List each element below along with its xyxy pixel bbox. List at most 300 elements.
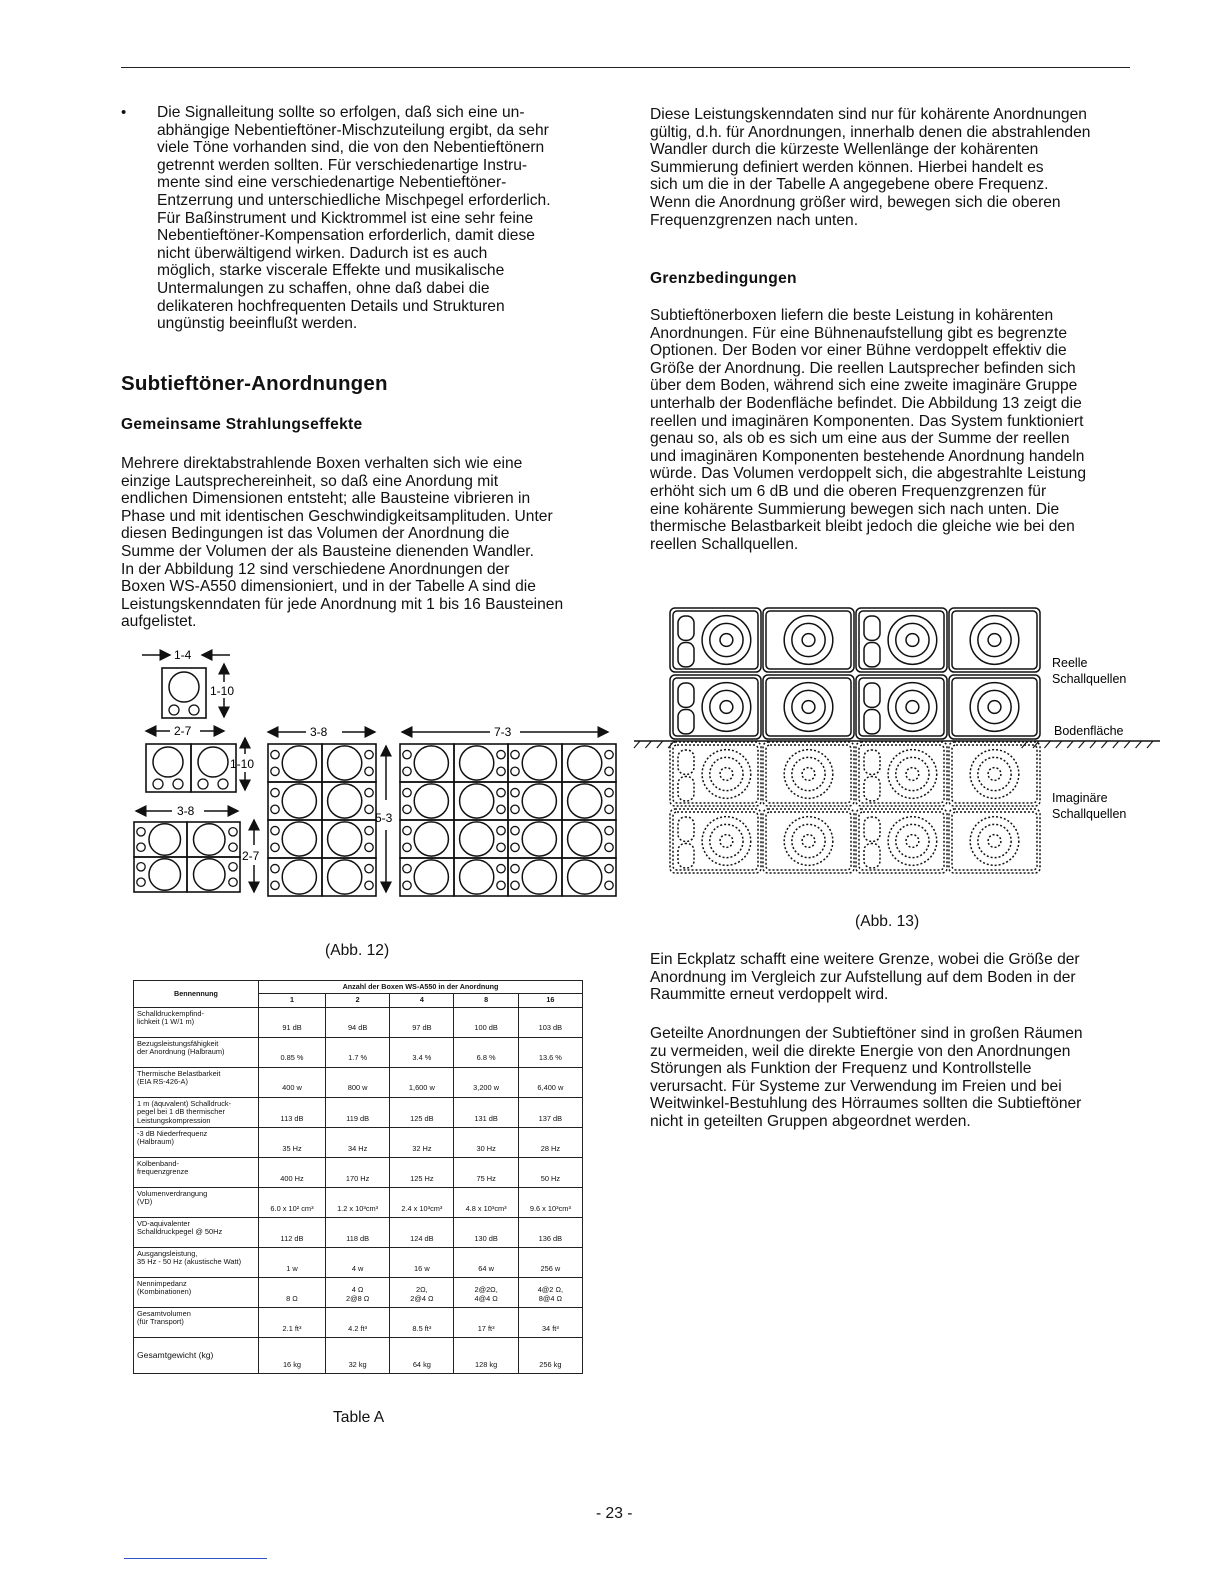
table-cell: 137 dB bbox=[518, 1097, 582, 1127]
port-icon bbox=[403, 864, 411, 872]
table-cell: 4.2 ft³ bbox=[325, 1308, 389, 1338]
woofer-cone-icon bbox=[710, 757, 743, 790]
text-line: abhängige Nebentieftöner-Mischzuteilung ergibt, da sehr bbox=[157, 121, 549, 139]
port-icon bbox=[678, 750, 694, 774]
port-icon bbox=[271, 843, 279, 851]
woofer-cone-icon bbox=[978, 623, 1011, 656]
row-label-line: Nennimpedanz bbox=[137, 1279, 187, 1289]
speaker-box bbox=[949, 809, 1040, 873]
text-line: zu vermeiden, weil die direkte Energie von den Anordnungen bbox=[650, 1042, 1071, 1060]
figure-13-caption: (Abb. 13) bbox=[855, 913, 920, 930]
speaker-box bbox=[400, 820, 454, 858]
port-icon bbox=[511, 826, 519, 834]
table-row bbox=[134, 1338, 583, 1374]
port-icon bbox=[605, 826, 613, 834]
table-cell: 34 Hz bbox=[325, 1128, 389, 1158]
figure-12-caption: (Abb. 12) bbox=[325, 942, 390, 959]
speaker-box-inner bbox=[952, 611, 1037, 669]
text-line: endlichen Dimensionen entsteht; alle Bausteine vibrieren in bbox=[121, 490, 531, 508]
speaker-box bbox=[508, 820, 562, 858]
port-icon bbox=[605, 843, 613, 851]
table-cell: 64 w bbox=[454, 1248, 518, 1278]
speaker-box bbox=[268, 820, 322, 858]
row-label-line: Kolbenband- bbox=[137, 1159, 179, 1169]
woofer-dustcap-icon bbox=[988, 835, 1001, 848]
table-cell: 97 dB bbox=[390, 1007, 454, 1037]
text-line: reellen Schallquellen. bbox=[650, 535, 799, 553]
speaker-box-inner bbox=[952, 745, 1037, 803]
port-icon bbox=[864, 750, 880, 774]
label-floor: Bodenfläche bbox=[1054, 724, 1124, 738]
speaker-box bbox=[763, 675, 854, 739]
text-line: getrennt werden sollten. Für verschiedenartige Instru- bbox=[157, 156, 528, 174]
row-label-line: Volumenverdrangung bbox=[137, 1189, 208, 1199]
row-label-line: 1 m (äquvalent) Schalldruck- bbox=[137, 1098, 232, 1108]
table-cell: 34 ft³ bbox=[518, 1308, 582, 1338]
text-line: Störungen als Funktion der Frequenz und Kontrollstelle bbox=[650, 1060, 1032, 1078]
woofer-cone-icon bbox=[792, 824, 825, 857]
woofer-dustcap-icon bbox=[802, 701, 815, 714]
text-line: Raummitte erneut verdoppelt wird. bbox=[650, 986, 889, 1004]
woofer-dustcap-icon bbox=[802, 634, 815, 647]
woofer-cone-icon bbox=[792, 757, 825, 790]
table-cell: 3.4 % bbox=[390, 1037, 454, 1067]
table-row bbox=[134, 1097, 583, 1127]
port-icon bbox=[678, 817, 694, 841]
row-label-line: Ausgangsleistung, bbox=[137, 1249, 198, 1259]
speaker-box-inner bbox=[859, 745, 944, 803]
table-cell: 4@2 Ω, 8@4 Ω bbox=[518, 1278, 582, 1308]
port-icon bbox=[864, 643, 880, 667]
woofer-icon bbox=[460, 822, 494, 856]
speaker-box-inner bbox=[766, 678, 851, 736]
table-header-row bbox=[134, 981, 583, 994]
port-icon bbox=[365, 864, 373, 872]
table-cell: 3,200 w bbox=[454, 1067, 518, 1097]
speaker-box bbox=[268, 744, 322, 782]
table-cell: 112 dB bbox=[259, 1218, 326, 1248]
row-label bbox=[134, 1158, 259, 1188]
table-cell: 256 w bbox=[518, 1248, 582, 1278]
port-icon bbox=[497, 805, 505, 813]
port-icon bbox=[229, 843, 237, 851]
table-cell: 125 Hz bbox=[390, 1158, 454, 1188]
port-icon bbox=[864, 683, 880, 707]
row-label-line: Bezugsleistungsfähigkeit bbox=[137, 1038, 219, 1048]
subsection-title: Grenzbedingungen bbox=[650, 270, 797, 287]
table-cell: 32 Hz bbox=[390, 1128, 454, 1158]
text-line: Geteilte Anordnungen der Subtieftöner sind in großen Räumen bbox=[650, 1025, 1083, 1042]
floor-hatch bbox=[1124, 741, 1130, 748]
dim-label: 3-8 bbox=[310, 725, 328, 739]
speaker-box-inner bbox=[952, 812, 1037, 870]
text-line: sich um die in der Tabelle A angegebene obere Frequenz. bbox=[650, 176, 1049, 194]
speaker-box bbox=[562, 820, 616, 858]
port-icon bbox=[497, 767, 505, 775]
table-cell: 136 dB bbox=[518, 1218, 582, 1248]
woofer-icon bbox=[328, 860, 362, 894]
port-icon bbox=[497, 864, 505, 872]
table-cell: 4.8 x 10³cm³ bbox=[454, 1188, 518, 1218]
row-label-line: der Anordnung (Halbraum) bbox=[137, 1047, 225, 1057]
port-icon bbox=[605, 788, 613, 796]
table-cell: 0.85 % bbox=[259, 1037, 326, 1067]
port-icon bbox=[365, 805, 373, 813]
woofer-cone-icon bbox=[710, 623, 743, 656]
bullet-text bbox=[157, 104, 601, 333]
row-label-line: frequenzgrenze bbox=[137, 1167, 189, 1177]
port-icon bbox=[365, 788, 373, 796]
row-label-line: (EIA RS-426-A) bbox=[137, 1077, 188, 1087]
table-cell: 35 Hz bbox=[259, 1128, 326, 1158]
woofer-dustcap-icon bbox=[802, 835, 815, 848]
floor-hatch bbox=[657, 741, 663, 748]
speaker-box bbox=[268, 858, 322, 896]
text-line: ungünstig beeinflußt werden. bbox=[157, 315, 358, 333]
bullet-icon: • bbox=[121, 104, 127, 121]
port-icon bbox=[403, 788, 411, 796]
woofer-icon bbox=[522, 746, 556, 780]
port-icon bbox=[605, 864, 613, 872]
table-row bbox=[134, 1128, 583, 1158]
table-cell: 118 dB bbox=[325, 1218, 389, 1248]
woofer-dustcap-icon bbox=[720, 768, 733, 781]
table-cell: 50 Hz bbox=[518, 1158, 582, 1188]
port-icon bbox=[271, 805, 279, 813]
row-label bbox=[134, 1338, 259, 1374]
table-cell: 2Ω, 2@4 Ω bbox=[390, 1278, 454, 1308]
woofer-icon bbox=[414, 784, 448, 818]
label-imaginary: Imaginäre bbox=[1052, 791, 1108, 805]
paragraph-split bbox=[650, 1025, 1128, 1131]
woofer-cone-icon bbox=[978, 824, 1011, 857]
speaker-box bbox=[400, 858, 454, 896]
row-label-line: VD-aquivalenter bbox=[137, 1219, 190, 1229]
paragraph-validity bbox=[650, 106, 1128, 229]
count-header: 2 bbox=[325, 994, 389, 1007]
row-label bbox=[134, 1037, 259, 1067]
label-imaginary: Schallquellen bbox=[1052, 807, 1127, 821]
woofer-dustcap-icon bbox=[988, 634, 1001, 647]
text-line: genau so, als ob es sich um eine aus der Summe der reellen bbox=[650, 430, 1070, 448]
port-icon bbox=[511, 750, 519, 758]
speaker-box-grid bbox=[134, 668, 616, 896]
woofer-icon bbox=[194, 824, 226, 856]
woofer-icon bbox=[522, 822, 556, 856]
table-cell: 103 dB bbox=[518, 1007, 582, 1037]
port-icon bbox=[365, 826, 373, 834]
woofer-icon bbox=[149, 859, 181, 891]
speaker-box bbox=[562, 858, 616, 896]
speaker-box bbox=[763, 608, 854, 672]
dim-label: 7-3 bbox=[494, 725, 512, 739]
woofer-dustcap-icon bbox=[906, 701, 919, 714]
col-header: Bennennung bbox=[134, 981, 259, 1008]
text-line: aufgelistet. bbox=[121, 613, 197, 631]
speaker-box-inner bbox=[952, 678, 1037, 736]
table-cell: 6.8 % bbox=[454, 1037, 518, 1067]
row-label bbox=[134, 1218, 259, 1248]
port-icon bbox=[403, 767, 411, 775]
speaker-box bbox=[322, 820, 376, 858]
woofer-icon bbox=[568, 746, 602, 780]
text-line: Weitwinkel-Bestuhlung des Hörraumes sollten die Subtieftöner bbox=[650, 1095, 1082, 1113]
floor-hatch bbox=[1147, 741, 1153, 748]
woofer-icon bbox=[328, 784, 362, 818]
table-row bbox=[134, 1158, 583, 1188]
port-icon bbox=[678, 643, 694, 667]
woofer-icon bbox=[282, 746, 316, 780]
floor-hatch bbox=[668, 741, 674, 748]
table-cell: 28 Hz bbox=[518, 1128, 582, 1158]
row-label-line: Leistungskompression bbox=[137, 1115, 211, 1125]
floor-hatch bbox=[1101, 741, 1107, 748]
table-row bbox=[134, 1308, 583, 1338]
woofer-dustcap-icon bbox=[906, 768, 919, 781]
port-icon bbox=[137, 863, 145, 871]
row-label bbox=[134, 1007, 259, 1037]
row-label bbox=[134, 1067, 259, 1097]
speaker-box-inner bbox=[766, 812, 851, 870]
port-icon bbox=[403, 826, 411, 834]
paragraph-arrays bbox=[121, 455, 601, 631]
text-line: eine kohärente Summierung bewegen sich nach unten. Die bbox=[650, 500, 1060, 518]
text-line: würde. Das Volumen verdoppelt sich, die abgestrahlte Leistung bbox=[650, 465, 1087, 483]
table-cell: 9.6 x 10³cm³ bbox=[518, 1188, 582, 1218]
woofer-icon bbox=[568, 860, 602, 894]
port-icon bbox=[403, 805, 411, 813]
table-cell: 130 dB bbox=[454, 1218, 518, 1248]
woofer-cone-icon bbox=[896, 690, 929, 723]
row-label-line: (für Transport) bbox=[137, 1317, 184, 1327]
port-icon bbox=[678, 683, 694, 707]
label-real: Schallquellen bbox=[1052, 672, 1127, 686]
port-icon bbox=[497, 843, 505, 851]
port-icon bbox=[271, 767, 279, 775]
row-label bbox=[134, 1188, 259, 1218]
woofer-cone-icon bbox=[896, 824, 929, 857]
header-rule bbox=[121, 67, 1130, 68]
text-line: Anordnungen. Für eine Bühnenaufstellung gibt es begrenzte bbox=[650, 324, 1068, 342]
table-row bbox=[134, 1248, 583, 1278]
spec-table bbox=[133, 980, 583, 1374]
text-line: und imaginären Komponenten bestehende Anordnung handeln bbox=[650, 447, 1085, 465]
table-cell: 131 dB bbox=[454, 1097, 518, 1127]
woofer-dustcap-icon bbox=[720, 835, 733, 848]
row-label-line: pegel bei 1 dB thermischer bbox=[137, 1107, 225, 1117]
text-line: Entzerrung und unterschiedliche Mischpegel erforderlich. bbox=[157, 191, 551, 209]
text-line: Subtieftönerboxen liefern die beste Leistung in kohärenten bbox=[650, 307, 1054, 324]
text-line: Boxen WS-A550 dimensioniert, und in der Tabelle A sind die bbox=[121, 578, 536, 596]
table-cell: 113 dB bbox=[259, 1097, 326, 1127]
port-icon bbox=[497, 826, 505, 834]
port-icon bbox=[511, 788, 519, 796]
speaker-box bbox=[400, 782, 454, 820]
dim-label: 1-10 bbox=[230, 757, 255, 771]
port-icon bbox=[605, 805, 613, 813]
port-icon bbox=[605, 881, 613, 889]
text-line: einzige Lautsprechereinheit, so daß eine Anordung mit bbox=[121, 472, 499, 490]
row-label-line: 35 Hz - 50 Hz (akustische Watt) bbox=[137, 1257, 242, 1267]
speaker-box-inner bbox=[766, 745, 851, 803]
text-line: Mehrere direktabstrahlende Boxen verhalten sich wie eine bbox=[121, 455, 523, 472]
table-cell: 91 dB bbox=[259, 1007, 326, 1037]
row-label-line: Schalldruckpegel @ 50Hz bbox=[137, 1227, 223, 1237]
speaker-box bbox=[949, 608, 1040, 672]
text-line: Untermalungen zu schaffen, ohne daß dabei die bbox=[157, 279, 490, 297]
port-icon bbox=[403, 750, 411, 758]
woofer-icon bbox=[194, 859, 226, 891]
row-label-line: lichkeit (1 W/1 m) bbox=[137, 1017, 195, 1027]
text-line: Die Signalleitung sollte so erfolgen, daß sich eine un- bbox=[157, 104, 525, 121]
woofer-icon bbox=[328, 746, 362, 780]
table-cell: 1 w bbox=[259, 1248, 326, 1278]
woofer-dustcap-icon bbox=[720, 701, 733, 714]
port-icon bbox=[497, 750, 505, 758]
text-line: In der Abbildung 12 sind verschiedene Anordnungen der bbox=[121, 560, 510, 578]
port-icon bbox=[511, 767, 519, 775]
port-icon bbox=[678, 844, 694, 868]
floor-hatch bbox=[1113, 741, 1119, 748]
woofer-icon bbox=[282, 822, 316, 856]
woofer-icon bbox=[414, 822, 448, 856]
table-row bbox=[134, 1278, 583, 1308]
table-cell: 94 dB bbox=[325, 1007, 389, 1037]
woofer-cone-icon bbox=[792, 623, 825, 656]
table-cell: 2.4 x 10³cm³ bbox=[390, 1188, 454, 1218]
row-label-line: Thermische Belastbarkeit bbox=[137, 1068, 221, 1078]
woofer-icon bbox=[328, 822, 362, 856]
text-line: Summierung definiert werden können. Hierbei handelt es bbox=[650, 158, 1044, 176]
paragraph-corner bbox=[650, 951, 1128, 1004]
port-icon bbox=[271, 788, 279, 796]
text-line: thermische Belastbarkeit bleibt jedoch die gleiche wie bei den bbox=[650, 518, 1075, 536]
text-line: Diese Leistungskenndaten sind nur für kohärente Anordnungen bbox=[650, 106, 1087, 123]
text-line: nicht überwältigend wirken. Dadurch ist es auch bbox=[157, 244, 488, 262]
row-label bbox=[134, 1128, 259, 1158]
speaker-box bbox=[322, 744, 376, 782]
port-icon bbox=[365, 767, 373, 775]
port-icon bbox=[271, 881, 279, 889]
table-cell: 100 dB bbox=[454, 1007, 518, 1037]
text-line: Anordnung im Vergleich zur Aufstellung auf dem Boden in der bbox=[650, 968, 1076, 986]
text-line: Ein Eckplatz schafft eine weitere Grenze, wobei die Größe der bbox=[650, 951, 1080, 968]
port-icon bbox=[511, 864, 519, 872]
woofer-icon bbox=[282, 860, 316, 894]
text-line: diesen Bedingungen ist das Volumen der Anordnung die bbox=[121, 525, 510, 543]
woofer-icon bbox=[414, 746, 448, 780]
text-line: verursacht. Für Systeme zur Verwendung im Freien und bei bbox=[650, 1077, 1062, 1095]
port-icon bbox=[365, 881, 373, 889]
speaker-box bbox=[562, 782, 616, 820]
table-row bbox=[134, 1067, 583, 1097]
port-icon bbox=[678, 616, 694, 640]
woofer-dustcap-icon bbox=[906, 835, 919, 848]
woofer-icon bbox=[460, 860, 494, 894]
port-icon bbox=[678, 710, 694, 734]
speaker-box bbox=[763, 742, 854, 806]
woofer-dustcap-icon bbox=[720, 634, 733, 647]
woofer-cone-icon bbox=[896, 757, 929, 790]
woofer-icon bbox=[149, 824, 181, 856]
speaker-box bbox=[763, 809, 854, 873]
floor-hatch bbox=[1079, 741, 1085, 748]
row-label-line: Schalldruckempfind- bbox=[137, 1008, 204, 1018]
table-cell: 64 kg bbox=[390, 1338, 454, 1374]
speaker-box bbox=[949, 742, 1040, 806]
row-label bbox=[134, 1097, 259, 1127]
woofer-icon bbox=[414, 860, 448, 894]
table-cell: 170 Hz bbox=[325, 1158, 389, 1188]
count-header: 1 bbox=[259, 994, 326, 1007]
table-row bbox=[134, 1007, 583, 1037]
text-line: mente sind eine verschiedenartige Nebentieftöner- bbox=[157, 174, 507, 192]
port-icon bbox=[678, 777, 694, 801]
table-row bbox=[134, 1037, 583, 1067]
port-icon bbox=[864, 710, 880, 734]
speaker-box bbox=[268, 782, 322, 820]
woofer-icon bbox=[460, 746, 494, 780]
woofer-cone-icon bbox=[978, 690, 1011, 723]
table-cell: 400 Hz bbox=[259, 1158, 326, 1188]
text-line: unterhalb der Bodenfläche befindet. Die Abbildung 13 zeigt die bbox=[650, 394, 1082, 412]
port-icon bbox=[497, 881, 505, 889]
table-cell: 6.0 x 10² cm³ bbox=[259, 1188, 326, 1218]
text-line: Optionen. Der Boden vor einer Bühne verdoppelt effektiv die bbox=[650, 342, 1067, 360]
table-cell: 8 Ω bbox=[259, 1278, 326, 1308]
dim-label: 2-7 bbox=[242, 849, 260, 863]
dim-label: 5-3 bbox=[375, 811, 393, 825]
text-line: Frequenzgrenzen nach unten. bbox=[650, 211, 859, 229]
speaker-box bbox=[508, 858, 562, 896]
port-icon bbox=[137, 878, 145, 886]
port-icon bbox=[365, 843, 373, 851]
row-label bbox=[134, 1308, 259, 1338]
floor-hatch bbox=[1056, 741, 1062, 748]
table-cell: 4 Ω 2@8 Ω bbox=[325, 1278, 389, 1308]
woofer-icon bbox=[522, 784, 556, 818]
text-line: Wandler durch die kürzeste Wellenlänge der kohärenten bbox=[650, 141, 1039, 159]
text-line: Für Baßinstrument und Kicktrommel ist eine sehr feine bbox=[157, 209, 534, 227]
speaker-box bbox=[322, 858, 376, 896]
count-header: 16 bbox=[518, 994, 582, 1007]
subsection-title: Gemeinsame Strahlungseffekte bbox=[121, 416, 363, 433]
table-cell: 13.6 % bbox=[518, 1037, 582, 1067]
dim-label: 1-10 bbox=[210, 684, 235, 698]
port-icon bbox=[511, 805, 519, 813]
table-cell: 128 kg bbox=[454, 1338, 518, 1374]
text-line: Leistungskenndaten für jede Anordnung mit 1 bis 16 Bausteinen bbox=[121, 595, 564, 613]
table-cell: 4 w bbox=[325, 1248, 389, 1278]
port-icon bbox=[864, 777, 880, 801]
woofer-icon bbox=[169, 672, 199, 702]
port-icon bbox=[137, 843, 145, 851]
row-label-line: (VD) bbox=[137, 1197, 153, 1207]
table-row bbox=[134, 1188, 583, 1218]
figure-13-diagram bbox=[630, 600, 1190, 880]
table-cell: 8.5 ft³ bbox=[390, 1308, 454, 1338]
text-line: möglich, starke viscerale Effekte und musikalische bbox=[157, 262, 505, 280]
port-icon bbox=[271, 826, 279, 834]
speaker-box bbox=[400, 744, 454, 782]
woofer-icon bbox=[522, 860, 556, 894]
footnote-link-line bbox=[124, 1558, 267, 1559]
row-label-line: Gesamtvolumen bbox=[137, 1309, 191, 1319]
table-cell: 256 kg bbox=[518, 1338, 582, 1374]
woofer-icon bbox=[568, 822, 602, 856]
woofer-cone-icon bbox=[710, 824, 743, 857]
paragraph-boundary bbox=[650, 307, 1128, 553]
